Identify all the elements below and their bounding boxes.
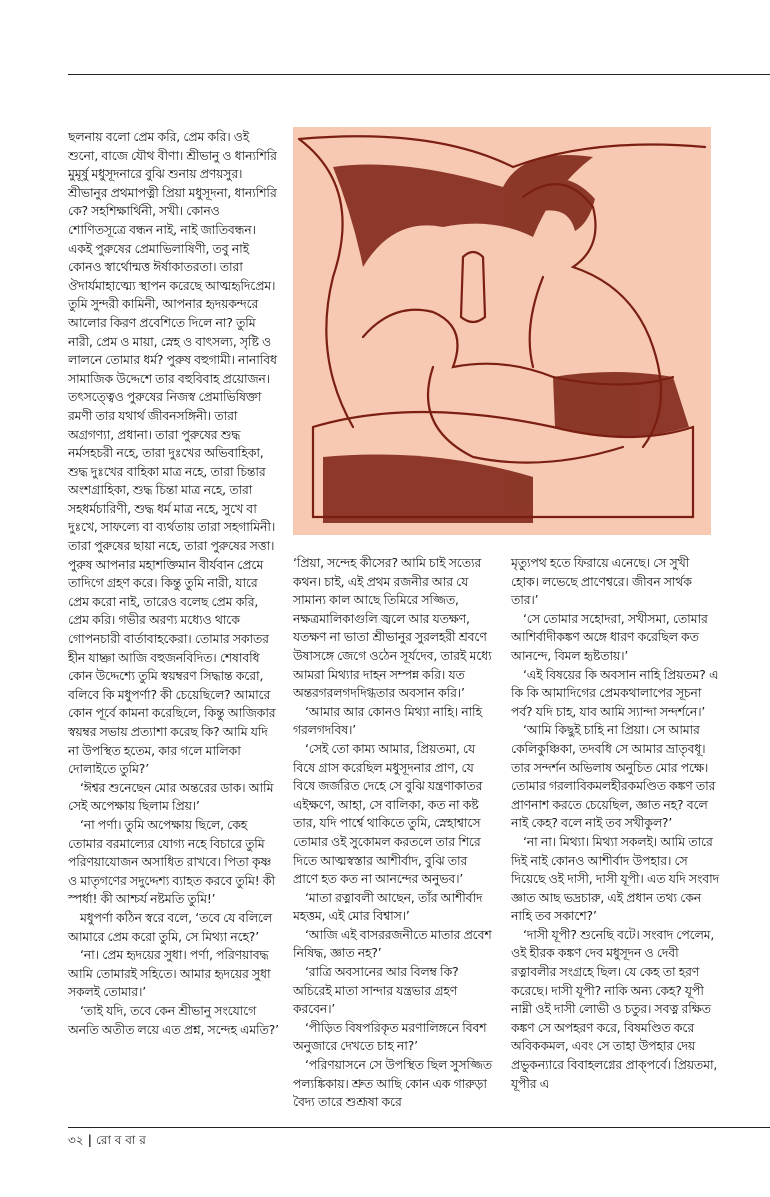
page-number: ৩২	[68, 1133, 84, 1147]
text-column-3	[511, 554, 720, 1093]
paragraph: ‘সে তোমার সহোদরা, সখীসমা, তোমার আশির্বাদীকঙ্কণ অঙ্গে ধারণ করেছিল কত আনন্দে, বিমল হৃষ্টতায়।’	[511, 610, 708, 663]
paragraph: ‘এই বিষয়ের কি অবসান নাহি প্রিয়তম? এ কি কি আমাদিগের প্রেমকথালাপের সূচনা পর্ব? যদি চাহ, যাব আমি স্যান্দা সন্দর্শনে।’	[511, 666, 719, 719]
paragraph: ‘প্রিয়া, সন্দেহ কীসের? আমি চাই সত্যের কথন। চাই, এই প্রথম রজনীর আর যে সামান্য কাল আছে তিমিরে সজ্জিত, নক্ষত্রমালিকাগুলি জ্বলে আর যতক্ষণ, যতক্ষণ না ভাতা শ্রীভানুর সুরলহরী শ্রবণে উষাসঙ্গে জেগে ওঠেন সূর্যদেব, তারই মধ্যে আমরা মিথ্যার দাহন সম্পন্ন করি। যত অন্তরগরলগদদিগ্ধতার অবসান করি।’	[293, 555, 492, 701]
paragraph: মধুপর্ণা কঠিন স্বরে বলে, ‘তবে যে বলিলে আমারে প্রেম করো তুমি, সে মিথ্যা নহে?’	[68, 909, 272, 944]
paragraph: ‘আজি এই বাসররজনীতে মাতার প্রবেশ নিষিদ্ধ, জ্ঞাত নহ?’	[293, 926, 492, 961]
paragraph: ‘আমি কিছুই চাহি না প্রিয়া। সে আমার কেলিকুঞ্চিকা, তদবধি সে আমার ভ্রাতৃবধূ। তার সন্দর্শন অভিলাষ অনুচিত মোর পক্ষে। তোমার গরলাবিকমলহীরকমণ্ডিত কঙ্কণ তার প্রাণনাশ করতে চেয়েছিল, জ্ঞাত নহ? বলে নাই কেহ? বলে নাই তব সখীকুল?’	[511, 722, 716, 831]
paragraph: ‘সেই তো কাম্য আমার, প্রিয়তমা, যে বিষে গ্রাস করেছিল মধুসূদনার প্রাণ, যে বিষে জর্জরিত দেহে সে বুঝি যন্ত্রণাকাতর এইক্ষণে, আহা, সে বালিকা, কত না কষ্ট তার, যদি পার্শ্বে থাকিতে তুমি, স্নেহাশ্বাসে তোমার ওই সুকোমল করতলে তার শিরে দিতে আত্মস্বস্তার আশীর্বাদ, বুঝি তার প্রাণে হত কত না আনন্দের অনুভব।’	[293, 740, 483, 887]
paragraph: ‘ঈশ্বর শুনেছেন মোর অন্তরের ডাক। আমি সেই অপেক্ষায় ছিলাম প্রিয়।’	[68, 779, 274, 814]
bottom-rule	[68, 1127, 770, 1128]
top-rule	[68, 74, 770, 75]
paragraph: ‘পীড়িত বিষপরিকৃত মরণালিঙ্গনে বিবশ অনুজারে দেখতে চাহ না?’	[293, 1019, 487, 1054]
paragraph: ‘রাত্রি অবসানের আর বিলম্ব কি? অচিরেই মাতা সান্দার যন্ত্রভার গ্রহণ করবেন।’	[293, 964, 459, 1017]
magazine-name: রো ব বা র	[96, 1133, 146, 1147]
page-footer	[68, 1132, 146, 1152]
paragraph: ‘পরিণয়াসনে সে উপস্থিত ছিল সুসজ্জিত পল্যঙ্কিকায়। শ্রুত আছি কোন এক গারুড়া বৈদ্য তারে শুশ্রূষা করে	[293, 1057, 492, 1110]
paragraph: ‘দাসী যূপী? শুনেছি বটে। সংবাদ পেলেম, ওই হীরক কঙ্কণ দেব মধুসূদন ও দেবী রত্নাবলীর সংগ্রহে ছিল। যে কেহ তা হরণ করেছে। দাসী যূপী? নাকি অন্য কেহ? যূপী নাম্নী ওই দাসী লোভী ও চতুর। সবত্ন রক্ষিত কঙ্কণ সে অপহরণ করে, বিষমণ্ডিত করে অবিককমল, এবং সে তাহা উপহার দেয় প্রভুকন্যারে বিবাহলগ্নের প্রাক্পর্বে। প্রিয়তমা, যূপীর এ	[511, 926, 718, 1091]
paragraph: ‘না। প্রেম হৃদয়ের সুধা। পর্ণা, পরিণয়াবদ্ধ আমি তোমারই সহিতে। আমার হৃদয়ের সুধা সকলই তোমার।’	[68, 947, 271, 1000]
footer-separator: |	[87, 1133, 92, 1147]
paragraph: মৃত্যুপথ হতে ফিরায়ে এনেছে। সে সুখী হোক। লভেছে প্রাণেশ্বরে। জীবন সার্থক তার।’	[511, 555, 692, 608]
paragraph: ‘তাই যদি, তবে কেন শ্রীভানু সংযোগে অনতি অতীত লয়ে এত প্রশ্ন, সন্দেহ এমতি?’	[68, 1002, 279, 1037]
paragraph: ‘না না। মিথ্যা। মিথ্যা সকলই। আমি তারে দিই নাই কোনও আশীর্বাদ উপহার। সে দিয়েছে ওই দাসী, দাসী যূপী। এত যদি সংবাদ জ্ঞাত আছ ভদ্রচারু, এই প্রধান তথ্য কেন নাহি তব সকাশে?’	[511, 833, 719, 924]
paragraph: ‘না পর্ণা। তুমি অপেক্ষায় ছিলে, কেহ তোমার বরমাল্যের যোগ্য নহে বিচারে তুমি পরিণয়াযোজন অসাধিত রাখবে। পিতা কৃষ্ণ ও মাতৃগণের সদুদ্দেশ্য ব্যাহত করবে তুমি! কী স্পর্ধা! কী আশ্চর্য নষ্টমতি তুমি!’	[68, 816, 275, 907]
paragraph: ‘মাতা রত্নাবলী আছেন, তাঁর আশীর্বাদ মহত্তম, এই মোর বিশ্বাস।’	[293, 889, 483, 924]
text-column-2	[293, 554, 494, 1112]
text-column-1	[68, 128, 280, 1039]
paragraph: ছলনায় বলো প্রেম করি, প্রেম করি। ওই শুনো, বাজে যৌথ বীণা। শ্রীভানু ও ধান্যশিরি মুমূর্ষু মধুসূদনারে বুঝি শুনায় প্রণয়সুর। শ্রীভানুর প্রথমাপত্নী প্রিয়া মধুসূদনা, ধান্যশিরি কে? সহশিক্ষার্থিনী, সখী। কোনও শোণিতসূত্রে বন্ধন নাই, নাই জাতিবন্ধন। একই পুরুষের প্রেমাভিলাষিণী, তবু নাই কোনও স্বার্থোন্মত্ত ঈর্ষাকাতরতা। তারা ঔদার্যমাহাত্ম্যে স্থাপন করেছে আত্মহৃদিপ্রেম। তুমি সুন্দরী কামিনী, আপনার হৃদয়কন্দরে আলোর কিরণ প্রবেশিতে দিলে না? তুমি নারী, প্রেম ও মায়া, স্নেহ ও বাৎসল্য, সৃষ্টি ও লালনে তোমার ধর্ম? পুরুষ বহুগামী। নানাবিধ সামাজিক উদ্দেশে তার বহুবিবাহ প্রয়োজন। তৎসত্ত্বেও পুরুষের নিজস্ব প্রেমাভিষিক্তা রমণী তার যথার্থ জীবনসঙ্গিনী। তারা অগ্রগণ্যা, প্রধানা। তারা পুরুষের শুদ্ধ নর্মসহচরী নহে, তারা দুঃখের অভিবাহিকা, শুদ্ধ দুঃখের বাহিকা মাত্র নহে, তারা চিন্তার অংশগ্রাহিকা, শুদ্ধ চিন্তা মাত্র নহে, তারা সহধর্মচারিণী, শুদ্ধ ধর্ম মাত্র নহে, সুখে বা দুঃখে, সাফল্যে বা ব্যর্থতায় তারা সহগামিনী। তারা পুরুষের ছায়া নহে, তারা পুরুষের সত্তা। পুরুষ আপনার মহাশক্তিমান বীর্যবান প্রেমে তাদিগে গ্রহণ করে। কিন্তু তুমি নারী, যারে প্রেম করো নাই, তারেও বলেছ প্রেম করি, প্রেম করি। গভীর অরণ্য মধ্যেও থাকে গোপনচারী বার্তাবাহকেরা। তোমার সকাতর হীন যাচ্ঞা আজি বহুজনবিদিত। শেষাবধি কোন উদ্দেশ্যে তুমি স্বয়ম্বরণ সিদ্ধান্ত করো, বলিবে কি মধুপর্ণা? কী চেয়েছিলে? আমারে কোন পূর্বে কামনা করেছিলে, কিন্তু আজিকার স্বয়ম্বর সভায় প্রত্যাশা করেছ কি? আমি যদি না উপস্থিত হতেম, কার গলে মালিকা দোলাইতে তুমি?’	[68, 129, 277, 777]
illustration	[293, 127, 711, 535]
dark-drapery-fill	[553, 372, 689, 437]
paragraph: ‘আমার আর কোনও মিথ্যা নাহি। নাহি গরলগদবিষ।’	[293, 703, 482, 738]
